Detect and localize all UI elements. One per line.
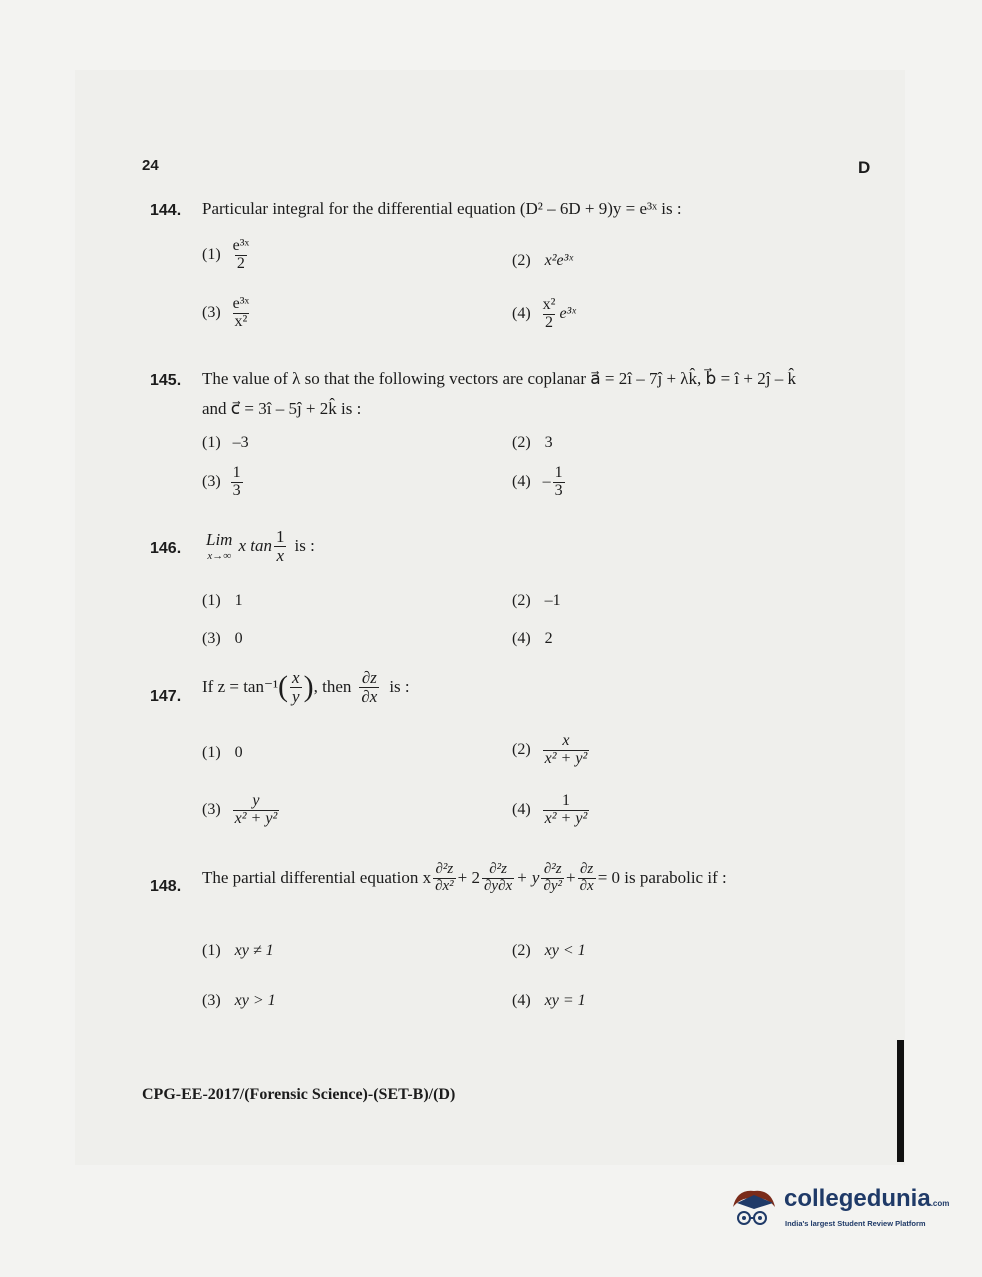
question-tail: = 0 is parabolic if : bbox=[597, 868, 727, 888]
scanned-sheet bbox=[75, 70, 905, 1165]
plus-y: + y bbox=[516, 868, 540, 888]
term2-numerator: ∂²z bbox=[489, 861, 507, 877]
fraction-denominator: y bbox=[292, 686, 300, 706]
limit-operator: Lim bbox=[206, 529, 233, 549]
option-label: (2) bbox=[512, 252, 531, 269]
brand-name: collegedunia bbox=[784, 1185, 931, 1212]
q144-option-1[interactable] bbox=[202, 238, 253, 273]
q147-option-4[interactable] bbox=[512, 793, 591, 828]
limit-subscript: x→∞ bbox=[207, 549, 232, 562]
q148-option-1[interactable] bbox=[202, 942, 274, 960]
option-label: (4) bbox=[512, 801, 531, 819]
q148-option-4[interactable] bbox=[512, 992, 586, 1010]
option-label: (1) bbox=[202, 592, 221, 609]
brand-suffix: .com bbox=[930, 1199, 950, 1208]
q145-option-4[interactable] bbox=[512, 465, 567, 500]
question-lead: If z = tan⁻¹ bbox=[202, 677, 279, 697]
question-number-147: 147. bbox=[150, 688, 182, 705]
fraction-denominator: 3 bbox=[554, 481, 563, 499]
open-paren: ( bbox=[278, 670, 289, 704]
option-label: (1) bbox=[202, 744, 221, 761]
q144-option-3[interactable] bbox=[202, 296, 253, 331]
derivative-numerator: ∂z bbox=[361, 668, 377, 687]
question-number-145: 145. bbox=[150, 372, 182, 389]
term4-denominator: ∂x bbox=[579, 877, 594, 894]
q146-option-4[interactable] bbox=[512, 630, 553, 648]
question-148-text bbox=[202, 862, 727, 895]
fraction-numerator: 1 bbox=[554, 464, 563, 481]
q145-option-1[interactable] bbox=[202, 434, 249, 452]
fraction-numerator: 1 bbox=[561, 792, 570, 809]
option-value: –3 bbox=[232, 434, 249, 451]
option-value: 1 bbox=[234, 592, 243, 609]
option-label: (2) bbox=[512, 592, 531, 609]
page-number: 24 bbox=[142, 157, 159, 174]
fraction-denominator: 2 bbox=[236, 254, 245, 272]
q144-option-4[interactable] bbox=[512, 297, 576, 332]
scan-edge-shadow bbox=[897, 1040, 904, 1162]
question-lead: The partial differential equation x bbox=[202, 868, 432, 888]
option-label: (3) bbox=[202, 630, 221, 647]
term1-denominator: ∂x² bbox=[435, 877, 454, 894]
term3-denominator: ∂y² bbox=[543, 877, 563, 894]
option-label: (4) bbox=[512, 305, 531, 323]
option-value: 0 bbox=[234, 630, 243, 647]
option-value: –1 bbox=[544, 592, 561, 609]
option-label: (3) bbox=[202, 304, 221, 322]
derivative-denominator: ∂x bbox=[361, 686, 378, 706]
fraction-numerator: e³ˣ bbox=[232, 295, 250, 312]
fraction-denominator: x² + y² bbox=[234, 809, 278, 827]
q147-option-3[interactable] bbox=[202, 793, 281, 828]
fraction-numerator: x bbox=[562, 732, 570, 749]
q145-option-2[interactable] bbox=[512, 434, 553, 452]
term3-numerator: ∂²z bbox=[543, 861, 562, 877]
question-tail: is : bbox=[294, 536, 315, 556]
option-label: (2) bbox=[512, 942, 531, 959]
option-label: (4) bbox=[512, 992, 531, 1009]
option-label: (1) bbox=[202, 942, 221, 959]
question-147-text bbox=[202, 669, 410, 706]
option-label: (1) bbox=[202, 246, 221, 264]
question-number-144: 144. bbox=[150, 202, 182, 219]
question-144-text: Particular integral for the differential equation (D² – 6D + 9)y = e³ˣ is : bbox=[202, 199, 682, 218]
fraction-numerator: e³ˣ bbox=[232, 237, 250, 254]
set-code: D bbox=[858, 158, 871, 177]
option-label: (3) bbox=[202, 992, 221, 1009]
term2-denominator: ∂y∂x bbox=[484, 877, 513, 894]
term4-numerator: ∂z bbox=[580, 861, 594, 877]
graduate-cap-icon bbox=[727, 1185, 781, 1227]
q147-option-2[interactable] bbox=[512, 733, 591, 768]
q146-option-3[interactable] bbox=[202, 630, 243, 648]
question-tail: is : bbox=[389, 677, 410, 697]
fraction-numerator: x bbox=[292, 668, 300, 687]
plus-two: + 2 bbox=[457, 868, 481, 888]
fraction-numerator: y bbox=[252, 792, 260, 809]
fraction-denominator: x² + y² bbox=[544, 749, 588, 767]
fraction-numerator: 1 bbox=[232, 464, 241, 481]
option-value: xy < 1 bbox=[544, 942, 586, 959]
option-value: x²e³ˣ bbox=[544, 252, 573, 269]
question-145-line-1: The value of λ so that the following vectors are coplanar a⃗ = 2î – 7ĵ + λk̂, b⃗ = î + 2ĵ – k̂ bbox=[202, 369, 796, 388]
option-tail: e³ˣ bbox=[559, 305, 576, 323]
q146-option-2[interactable] bbox=[512, 592, 561, 610]
option-sign: – bbox=[542, 473, 551, 491]
q147-option-1[interactable] bbox=[202, 744, 243, 762]
option-value: 3 bbox=[544, 434, 553, 451]
question-number-148: 148. bbox=[150, 878, 182, 895]
q148-option-2[interactable] bbox=[512, 942, 586, 960]
question-145-line-2: and c⃗ = 3î – 5ĵ + 2k̂ is : bbox=[202, 399, 362, 418]
option-value: xy = 1 bbox=[544, 992, 586, 1009]
plus-sign: + bbox=[566, 868, 576, 888]
option-value: 2 bbox=[544, 630, 553, 647]
fraction-denominator: x² bbox=[234, 312, 248, 330]
fraction-denominator: x² + y² bbox=[544, 809, 588, 827]
option-label: (4) bbox=[512, 630, 531, 647]
option-value: xy ≠ 1 bbox=[234, 942, 274, 959]
term1-numerator: ∂²z bbox=[435, 861, 454, 877]
option-label: (3) bbox=[202, 801, 221, 819]
q144-option-2[interactable] bbox=[512, 252, 573, 270]
option-value: 0 bbox=[234, 744, 243, 761]
question-146-text bbox=[206, 528, 315, 565]
q146-option-1[interactable] bbox=[202, 592, 243, 610]
exam-code-footer: CPG-EE-2017/(Forensic Science)-(SET-B)/(D) bbox=[142, 1086, 456, 1103]
fraction-denominator: 2 bbox=[545, 313, 554, 331]
fraction-numerator: 1 bbox=[276, 527, 285, 546]
option-label: (4) bbox=[512, 473, 531, 491]
then-word: , then bbox=[313, 677, 352, 697]
brand-logo[interactable] bbox=[784, 1185, 949, 1213]
option-value: xy > 1 bbox=[234, 992, 276, 1009]
close-paren: ) bbox=[303, 670, 314, 704]
option-label: (1) bbox=[202, 434, 221, 451]
question-number-146: 146. bbox=[150, 540, 182, 557]
brand-tagline: India's largest Student Review Platform bbox=[785, 1219, 926, 1228]
option-label: (3) bbox=[202, 473, 221, 491]
fraction-denominator: 3 bbox=[232, 481, 241, 499]
fraction-denominator: x bbox=[276, 545, 285, 565]
option-label: (2) bbox=[512, 741, 531, 759]
q148-option-3[interactable] bbox=[202, 992, 276, 1010]
q145-option-3[interactable] bbox=[202, 465, 245, 500]
expression: x tan bbox=[238, 536, 272, 556]
option-label: (2) bbox=[512, 434, 531, 451]
fraction-numerator: x² bbox=[542, 296, 556, 313]
